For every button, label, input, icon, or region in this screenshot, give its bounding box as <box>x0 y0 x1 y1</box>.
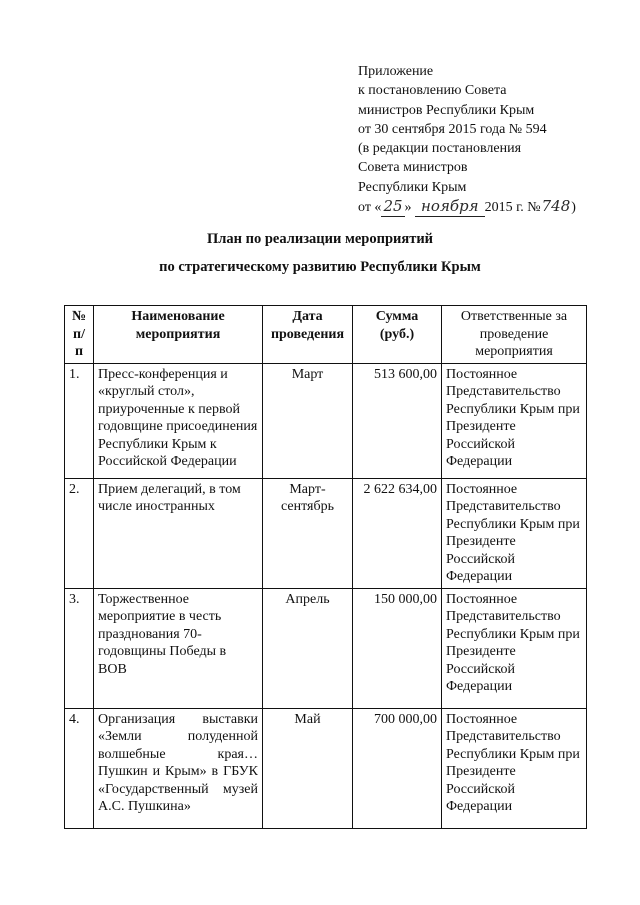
cell-responsible: Постоянное Представительство Республики Крым при Президенте Российской Федерации <box>442 588 587 708</box>
handwritten-number: 748 <box>541 197 571 216</box>
appendix-line: к постановлению Совета <box>358 83 507 99</box>
cell-sum: 2 622 634,00 <box>353 478 442 588</box>
cell-num: 3. <box>65 588 94 708</box>
cell-date: Март-сентябрь <box>263 478 353 588</box>
handwritten-month: ноября <box>415 197 485 217</box>
appendix-line: Республики Крым <box>358 179 467 195</box>
cell-sum: 700 000,00 <box>353 708 442 828</box>
cell-num: 2. <box>65 478 94 588</box>
amendment-date-line <box>358 197 576 217</box>
cell-sum: 513 600,00 <box>353 363 442 478</box>
handwritten-day: 25 <box>381 197 404 217</box>
document-title-line1: План по реализации мероприятий <box>206 231 434 247</box>
cell-num: 4. <box>65 708 94 828</box>
cell-event-name: Прием делегаций, в том числе иностранных <box>94 478 263 588</box>
cell-event-name: Организация выставки «Земли полуденной волшебные края… Пушкин и Крым» в ГБУК «Государственный музей А.С. Пушкина» <box>94 708 263 828</box>
table-row <box>65 363 587 478</box>
cell-date: Май <box>263 708 353 828</box>
date-mid: » <box>404 200 412 216</box>
header-num: № п/п <box>65 306 94 364</box>
cell-event-name: Пресс-конференция и «круглый стол», приуроченные к первой годовщине присоединения Республики Крым к Российской Федерации <box>94 363 263 478</box>
table-header-row <box>65 306 587 364</box>
cell-num: 1. <box>65 363 94 478</box>
table-row <box>65 478 587 588</box>
cell-responsible: Постоянное Представительство Республики Крым при Президенте Российской Федерации <box>442 363 587 478</box>
appendix-block <box>358 62 576 217</box>
table-row <box>65 708 587 828</box>
appendix-line: министров Республики Крым <box>358 102 535 118</box>
document-title-line2: по стратегическому развитию Республики Крым <box>159 259 481 275</box>
appendix-line: Совета министров <box>358 160 468 176</box>
header-sum: Сумма (руб.) <box>353 306 442 364</box>
cell-sum: 150 000,00 <box>353 588 442 708</box>
header-date: Дата проведения <box>263 306 353 364</box>
cell-date: Март <box>263 363 353 478</box>
header-name: Наименование мероприятия <box>94 306 263 364</box>
date-prefix: от « <box>358 200 382 216</box>
table-row <box>65 588 587 708</box>
plan-table <box>64 305 587 829</box>
cell-responsible: Постоянное Представительство Республики Крым при Президенте Российской Федерации <box>442 478 587 588</box>
cell-date: Апрель <box>263 588 353 708</box>
appendix-line: от 30 сентября 2015 года № 594 <box>358 121 547 137</box>
appendix-line: (в редакции постановления <box>358 141 522 157</box>
appendix-line: Приложение <box>358 64 434 79</box>
header-responsible: Ответственные за проведение мероприятия <box>442 306 587 364</box>
date-year: 2015 г. № <box>484 200 541 216</box>
date-close: ) <box>571 200 576 216</box>
cell-responsible: Постоянное Представительство Республики Крым при Президенте Российской Федерации <box>442 708 587 828</box>
cell-event-name: Торжественное мероприятие в честь празднования 70-годовщины Победы в ВОВ <box>94 588 263 708</box>
